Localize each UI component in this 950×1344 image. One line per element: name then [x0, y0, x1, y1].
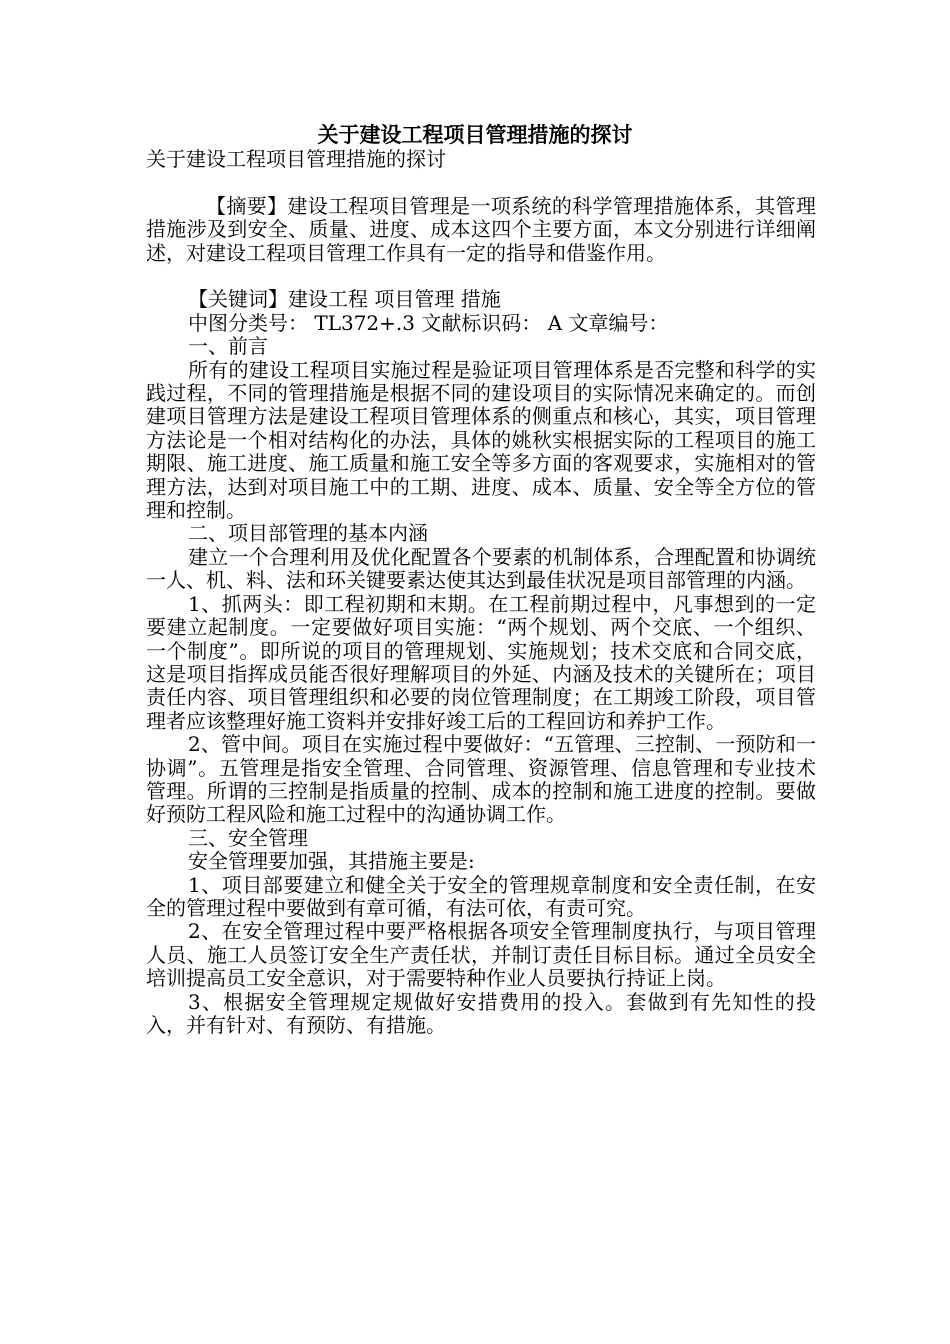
document-body [146, 148, 816, 1037]
list-item: 3、根据安全管理规定规做好安措费用的投入。套做到有先知性的投入，并有针对、有预防、有措施。 [146, 989, 816, 1037]
classification-line: 中图分类号： TL372+.3 文献标识码： A 文章编号： [188, 310, 669, 335]
document-subtitle: 关于建设工程项目管理措施的探讨 [146, 147, 446, 171]
list-item: 1、项目部要建立和健全关于安全的管理规章制度和安全责任制，在安全的管理过程中要做到有章可循，有法可依，有责可究。 [146, 872, 816, 920]
abstract-paragraph: 【摘要】建设工程项目管理是一项系统的科学管理措施体系，其管理措施涉及到安全、质量、进度、成本这四个主要方面，本文分别进行详细阐述，对建设工程项目管理工作具有一定的指导和借鉴作用。 [146, 193, 816, 265]
blank-line [146, 265, 816, 288]
body-paragraph: 所有的建设工程项目实施过程是验证项目管理体系是否完整和科学的实践过程，不同的管理措施是根据不同的建设项目的实际情况来确定的。而创建项目管理方法是建设工程项目管理体系的侧重点和核心，其实，项目管理方法论是一个相对结构化的办法，具体的姚秋实根据实际的工程项目的施工期限、施工进度、施工质量和施工安全等多方面的客观要求，实施相对的管理方法，达到对项目施工中的工期、进度、成本、质量、安全等全方位的管理和控制。 [146, 357, 816, 523]
section-heading: 二、项目部管理的基本内涵 [188, 521, 428, 546]
section-heading: 一、前言 [188, 334, 268, 359]
list-item: 1、抓两头：即工程初期和末期。在工程前期过程中，凡事想到的一定要建立起制度。一定要做好项目实施：“两个规划、两个交底、一个组织、一个制度”。即所说的项目的管理规划、实施规划；技术交底和合同交底，这是项目指挥成员能否很好理解项目的外延、内涵及技术的关键所在；项目责任内容、项目管理组织和必要的岗位管理制度；在工期竣工阶段，项目管理者应该整理好施工资料并安排好竣工后的工程回访和养护工作。 [146, 591, 816, 733]
list-item: 2、管中间。项目在实施过程中要做好：“五管理、三控制、一预防和一协调”。五管理是指安全管理、合同管理、资源管理、信息管理和专业技术管理。所谓的三控制是指质量的控制、成本的控制和施工进度的控制。要做好预防工程风险和施工过程中的沟通协调工作。 [146, 732, 816, 827]
section-heading: 三、安全管理 [188, 825, 308, 850]
blank-line [146, 171, 816, 194]
body-paragraph: 建立一个合理利用及优化配置各个要素的机制体系，合理配置和协调统一人、机、料、法和环关键要素达使其达到最佳状况是项目部管理的内涵。 [146, 544, 816, 593]
keywords-line: 【关键词】建设工程 项目管理 措施 [188, 287, 501, 312]
body-paragraph: 安全管理要加强，其措施主要是: [188, 849, 475, 874]
list-item: 2、在安全管理过程中要严格根据各项安全管理制度执行，与项目管理人员、施工人员签订安全生产责任状，并制订责任目标目标。通过全员安全培训提高员工安全意识，对于需要特种作业人员要执行持证上岗。 [146, 919, 816, 991]
document-title: 关于建设工程项目管理措施的探讨 [317, 122, 633, 147]
